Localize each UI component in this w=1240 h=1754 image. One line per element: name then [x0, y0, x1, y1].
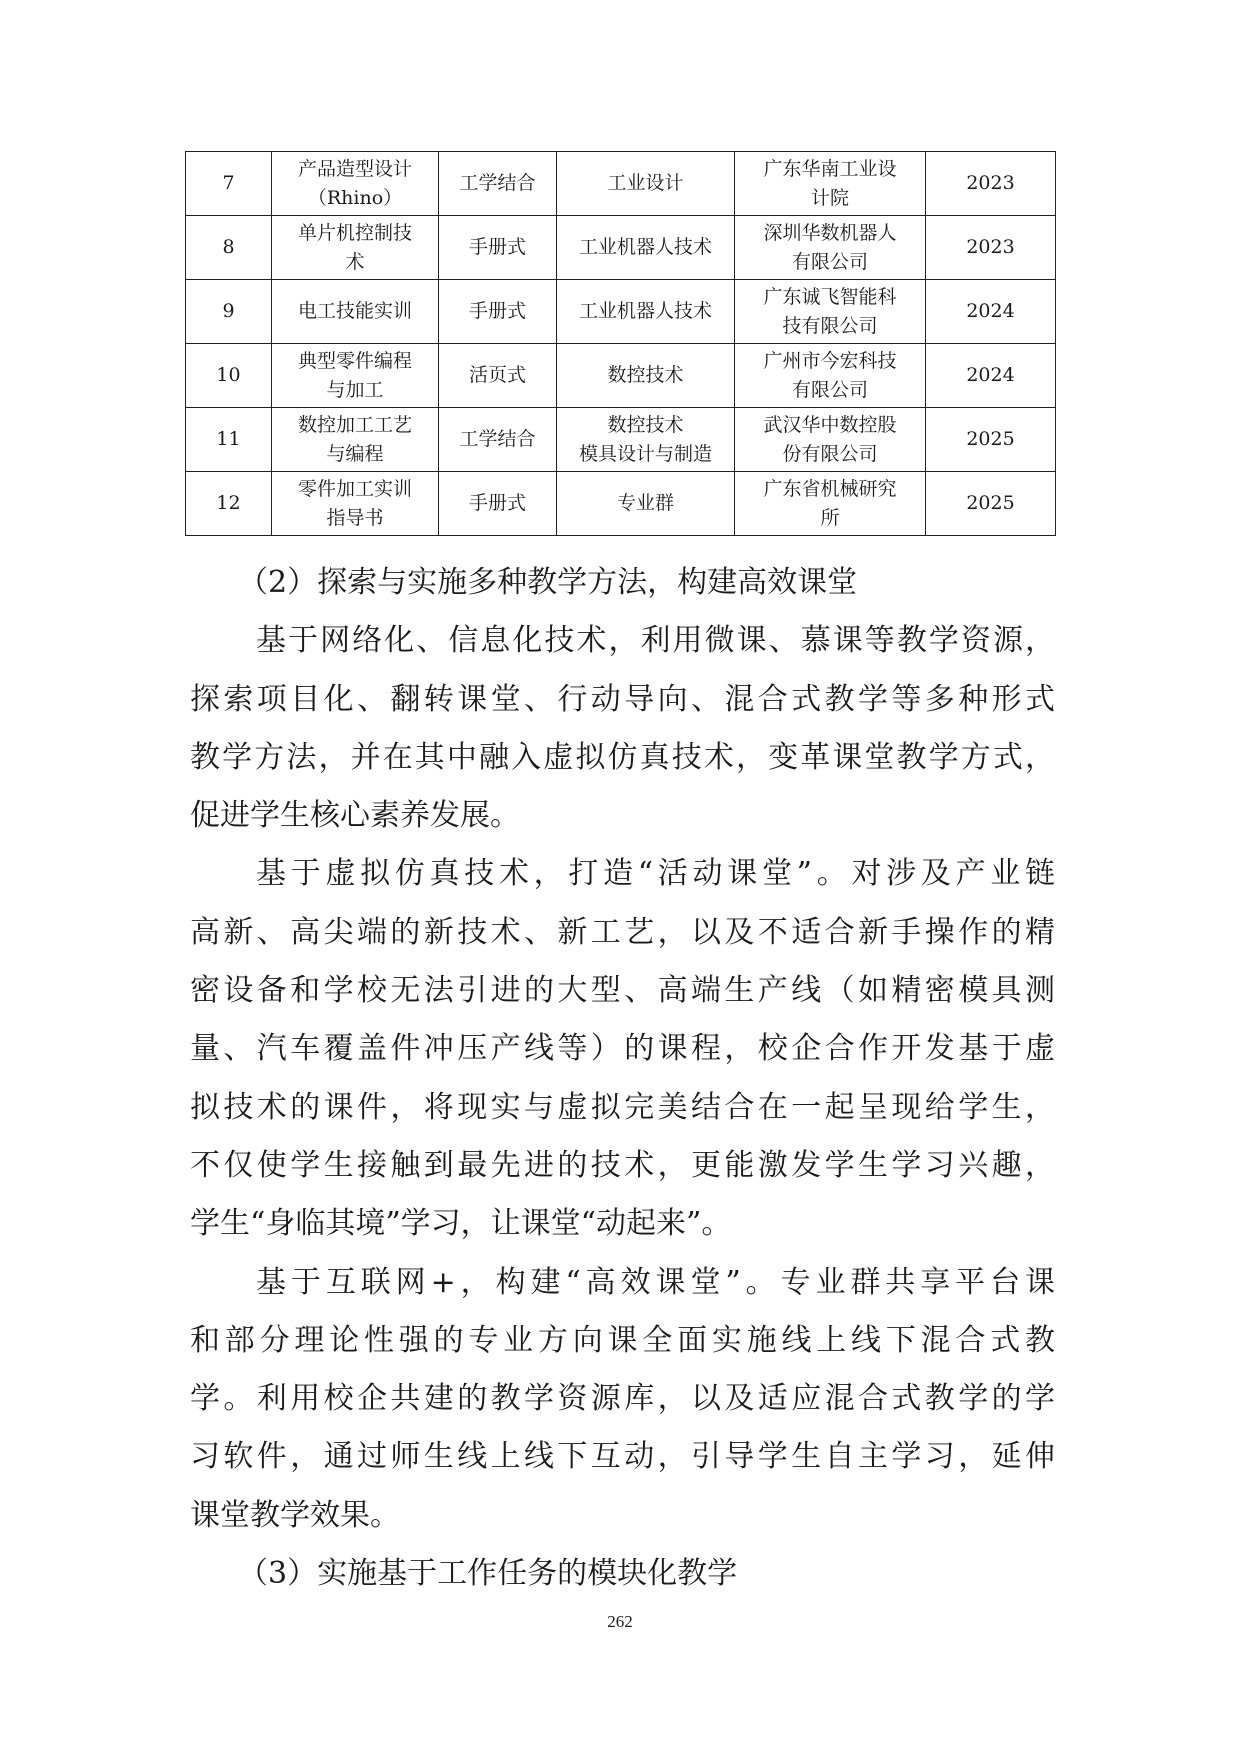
cell-textbook-name-line: 指导书: [326, 506, 384, 529]
table-row: [186, 280, 1056, 344]
cell-number: 10: [186, 344, 272, 408]
cell-major-line: 工业设计: [607, 172, 684, 194]
paragraph-line: 量、汽车覆盖件冲压产线等）的课程，校企合作开发基于虚: [190, 1031, 1055, 1067]
cell-major-line: 数控技术: [607, 413, 684, 436]
cell-partner-line: 广东诚飞智能科: [763, 285, 897, 308]
cell-partner: [735, 472, 926, 536]
paragraph-line: 促进学生核心素养发展。: [190, 798, 520, 834]
paragraph-line: 基于网络化、信息化技术，利用微课、慕课等教学资源，: [256, 623, 1055, 659]
cell-partner-line: 广东省机械研究: [763, 477, 897, 500]
paragraph-line: 高新、高尖端的新技术、新工艺，以及不适合新手操作的精: [190, 914, 1055, 950]
cell-number: 12: [186, 472, 272, 536]
cell-textbook-name-line: 产品造型设计: [297, 157, 412, 180]
cell-number: 8: [186, 216, 272, 280]
cell-partner: [735, 408, 926, 472]
textbook-table: [185, 151, 1056, 536]
cell-partner-line: 武汉华中数控股: [763, 413, 897, 436]
cell-partner-line: 所: [820, 506, 840, 529]
cell-textbook-name-line: 术: [345, 250, 365, 273]
paragraph-line: 习软件，通过师生线上线下互动，引导学生自主学习，延伸: [190, 1439, 1055, 1475]
cell-year: 2025: [926, 408, 1056, 472]
section-heading: （2）探索与实施多种教学方法，构建高效课堂: [238, 565, 858, 600]
cell-type: 手册式: [439, 472, 557, 536]
cell-partner-line: 有限公司: [791, 378, 868, 401]
cell-textbook-name: [272, 216, 439, 280]
cell-textbook-name-line: 与加工: [326, 378, 384, 401]
cell-textbook-name-line: 与编程: [326, 442, 384, 465]
page-number: 262: [607, 1612, 633, 1631]
paragraph-line: 学。利用校企共建的教学资源库，以及适应混合式教学的学: [190, 1381, 1055, 1417]
cell-year: 2023: [926, 216, 1056, 280]
cell-partner-line: 广东华南工业设: [763, 157, 897, 180]
paragraph-line: 课堂教学效果。: [190, 1497, 400, 1533]
cell-major-line: 工业机器人技术: [578, 236, 712, 258]
paragraph-line: 不仅使学生接触到最先进的技术，更能激发学生学习兴趣，: [190, 1147, 1055, 1183]
cell-major: [557, 408, 735, 472]
cell-major: [557, 216, 735, 280]
table-row: [186, 344, 1056, 408]
cell-year: 2025: [926, 472, 1056, 536]
cell-major-line: 数控技术: [607, 364, 684, 386]
cell-type: 工学结合: [439, 408, 557, 472]
cell-number: 9: [186, 280, 272, 344]
cell-partner: [735, 344, 926, 408]
cell-partner-line: 广州市今宏科技: [763, 349, 897, 372]
cell-textbook-name-line: 单片机控制技: [297, 221, 412, 244]
paragraph-line: 基于互联网+，构建“高效课堂”。专业群共享平台课: [256, 1264, 1055, 1300]
cell-partner: [735, 280, 926, 344]
cell-textbook-name-line: 数控加工工艺: [297, 413, 412, 436]
table-row: [186, 472, 1056, 536]
table-row: [186, 216, 1056, 280]
cell-partner-line: 技有限公司: [782, 314, 878, 337]
cell-textbook-name: [272, 472, 439, 536]
cell-textbook-name: [272, 280, 439, 344]
cell-major: [557, 280, 735, 344]
cell-textbook-name: [272, 152, 439, 216]
cell-partner: [735, 216, 926, 280]
cell-year: 2024: [926, 344, 1056, 408]
cell-type: 工学结合: [439, 152, 557, 216]
cell-partner: [735, 152, 926, 216]
cell-partner-line: 份有限公司: [782, 442, 878, 465]
paragraph-line: 基于虚拟仿真技术，打造“活动课堂”。对涉及产业链: [256, 856, 1055, 892]
cell-major: [557, 472, 735, 536]
cell-major-line: 工业机器人技术: [578, 300, 712, 322]
cell-textbook-name-line: 电工技能实训: [297, 300, 412, 322]
cell-type: 手册式: [439, 216, 557, 280]
cell-textbook-name-line: 零件加工实训: [297, 477, 412, 500]
paragraph-line: 教学方法，并在其中融入虚拟仿真技术，变革课堂教学方式，: [190, 739, 1055, 775]
cell-major-line: 模具设计与制造: [578, 442, 712, 465]
body-text: [190, 554, 1055, 1603]
cell-number: 7: [186, 152, 272, 216]
paragraph-line: 探索项目化、翻转课堂、行动导向、混合式教学等多种形式: [190, 681, 1055, 717]
cell-year: 2024: [926, 280, 1056, 344]
table-row: [186, 152, 1056, 216]
cell-partner-line: 计院: [810, 186, 849, 209]
cell-major: [557, 152, 735, 216]
cell-partner-line: 深圳华数机器人: [763, 221, 897, 244]
cell-type: 活页式: [439, 344, 557, 408]
table-row: [186, 408, 1056, 472]
cell-textbook-name-line: 典型零件编程: [297, 349, 412, 372]
paragraph-line: 和部分理论性强的专业方向课全面实施线上线下混合式教: [190, 1322, 1055, 1358]
paragraph-line: 密设备和学校无法引进的大型、高端生产线（如精密模具测: [190, 973, 1055, 1009]
section-heading: （3）实施基于工作任务的模块化教学: [238, 1556, 738, 1592]
cell-major: [557, 344, 735, 408]
cell-year: 2023: [926, 152, 1056, 216]
cell-number: 11: [186, 408, 272, 472]
cell-textbook-name: [272, 408, 439, 472]
paragraph-line: 拟技术的课件，将现实与虚拟完美结合在一起呈现给学生，: [190, 1089, 1055, 1125]
cell-partner-line: 有限公司: [791, 250, 868, 273]
cell-textbook-name: [272, 344, 439, 408]
cell-type: 手册式: [439, 280, 557, 344]
cell-major-line: 专业群: [616, 492, 674, 514]
cell-textbook-name-line: （Rhino）: [307, 186, 403, 209]
paragraph-line: 学生“身临其境”学习，让课堂“动起来”。: [190, 1206, 732, 1242]
